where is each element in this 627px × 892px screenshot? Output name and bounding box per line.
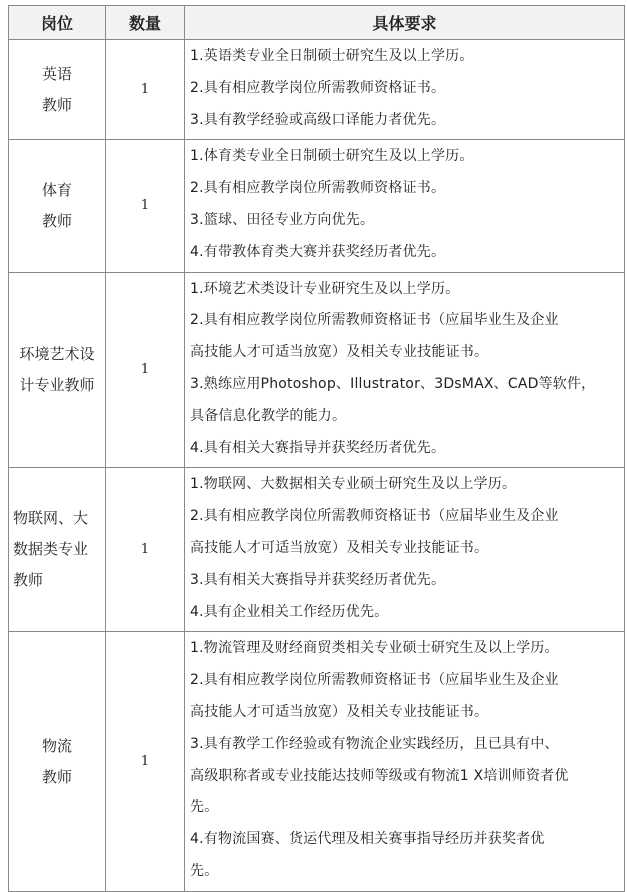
position-cell <box>9 40 106 140</box>
quantity-cell: 1 <box>106 632 185 891</box>
requirement-item: 3.具有教学工作经验或有物流企业实践经历，且已具有中、 高级职称者或专业技能达技师等级或有物流1 X培训师资者优 先。 <box>190 735 569 816</box>
header-position: 岗位 <box>9 6 106 40</box>
requirement-item: 3.熟练应用Photoshop、Illustrator、3DsMAX、CAD等软件， 具备信息化教学的能力。 <box>190 375 596 424</box>
requirement-item: 2.具有相应教学岗位所需教师资格证书（应届毕业生及企业 高技能人才可适当放宽）及相关专业技能证书。 <box>190 508 559 556</box>
table-row <box>9 40 625 140</box>
position-cell <box>9 632 106 891</box>
quantity-cell: 1 <box>106 272 185 468</box>
header-quantity: 数量 <box>106 6 185 40</box>
position-cell <box>9 468 106 632</box>
position-name: 物流 教师 <box>41 736 72 786</box>
requirement-item: 2.具有相应教学岗位所需教师资格证书（应届毕业生及企业 高技能人才可适当放宽）及相关专业技能证书。 <box>190 312 559 361</box>
table-row <box>9 140 625 272</box>
requirement-item: 4.具有企业相关工作经历优先。 <box>190 603 389 620</box>
position-cell <box>9 140 106 272</box>
quantity-cell: 1 <box>106 468 185 632</box>
requirement-item: 1.英语类专业全日制硕士研究生及以上学历。 <box>190 48 474 64</box>
table-row <box>9 632 625 891</box>
position-name: 环境艺术设 计专业教师 <box>19 344 95 394</box>
header-requirements: 具体要求 <box>185 6 625 40</box>
position-name: 物联网、大 数据类专业 教师 <box>13 509 89 590</box>
requirement-item: 4.具有相关大赛指导并获奖经历者优先。 <box>190 439 446 456</box>
requirement-item: 3.篮球、田径专业方向优先。 <box>190 211 375 228</box>
table-row <box>9 468 625 632</box>
requirement-item: 4.有物流国赛、货运代理及相关赛事指导经历并获奖者优 先。 <box>190 831 545 879</box>
position-cell <box>9 272 106 468</box>
requirements-cell <box>185 40 625 140</box>
requirement-item: 1.环境艺术类设计专业研究生及以上学历。 <box>190 280 460 297</box>
requirement-item: 3.具有相关大赛指导并获奖经历者优先。 <box>190 571 446 588</box>
table-header <box>9 6 625 40</box>
quantity-cell: 1 <box>106 40 185 140</box>
requirement-item: 1.体育类专业全日制硕士研究生及以上学历。 <box>190 148 474 165</box>
requirement-item: 1.物联网、大数据相关专业硕士研究生及以上学历。 <box>190 476 517 493</box>
requirement-item: 2.具有相应教学岗位所需教师资格证书。 <box>190 79 446 96</box>
requirement-item: 4.有带教体育类大赛并获奖经历者优先。 <box>190 243 446 260</box>
position-name: 英语 教师 <box>41 64 72 114</box>
quantity-cell: 1 <box>106 140 185 272</box>
job-requirements-table <box>8 5 625 892</box>
requirement-item: 3.具有教学经验或高级口译能力者优先。 <box>190 111 446 128</box>
requirement-item: 2.具有相应教学岗位所需教师资格证书（应届毕业生及企业 高技能人才可适当放宽）及相关专业技能证书。 <box>190 672 559 720</box>
position-name: 体育 教师 <box>41 180 72 230</box>
requirements-cell <box>185 272 625 468</box>
header-row <box>9 6 625 40</box>
requirements-cell <box>185 140 625 272</box>
requirements-cell <box>185 632 625 891</box>
requirement-item: 2.具有相应教学岗位所需教师资格证书。 <box>190 180 446 197</box>
requirements-cell <box>185 468 625 632</box>
requirement-item: 1.物流管理及财经商贸类相关专业硕士研究生及以上学历。 <box>190 640 559 657</box>
table-row <box>9 272 625 468</box>
table-body <box>9 40 625 892</box>
